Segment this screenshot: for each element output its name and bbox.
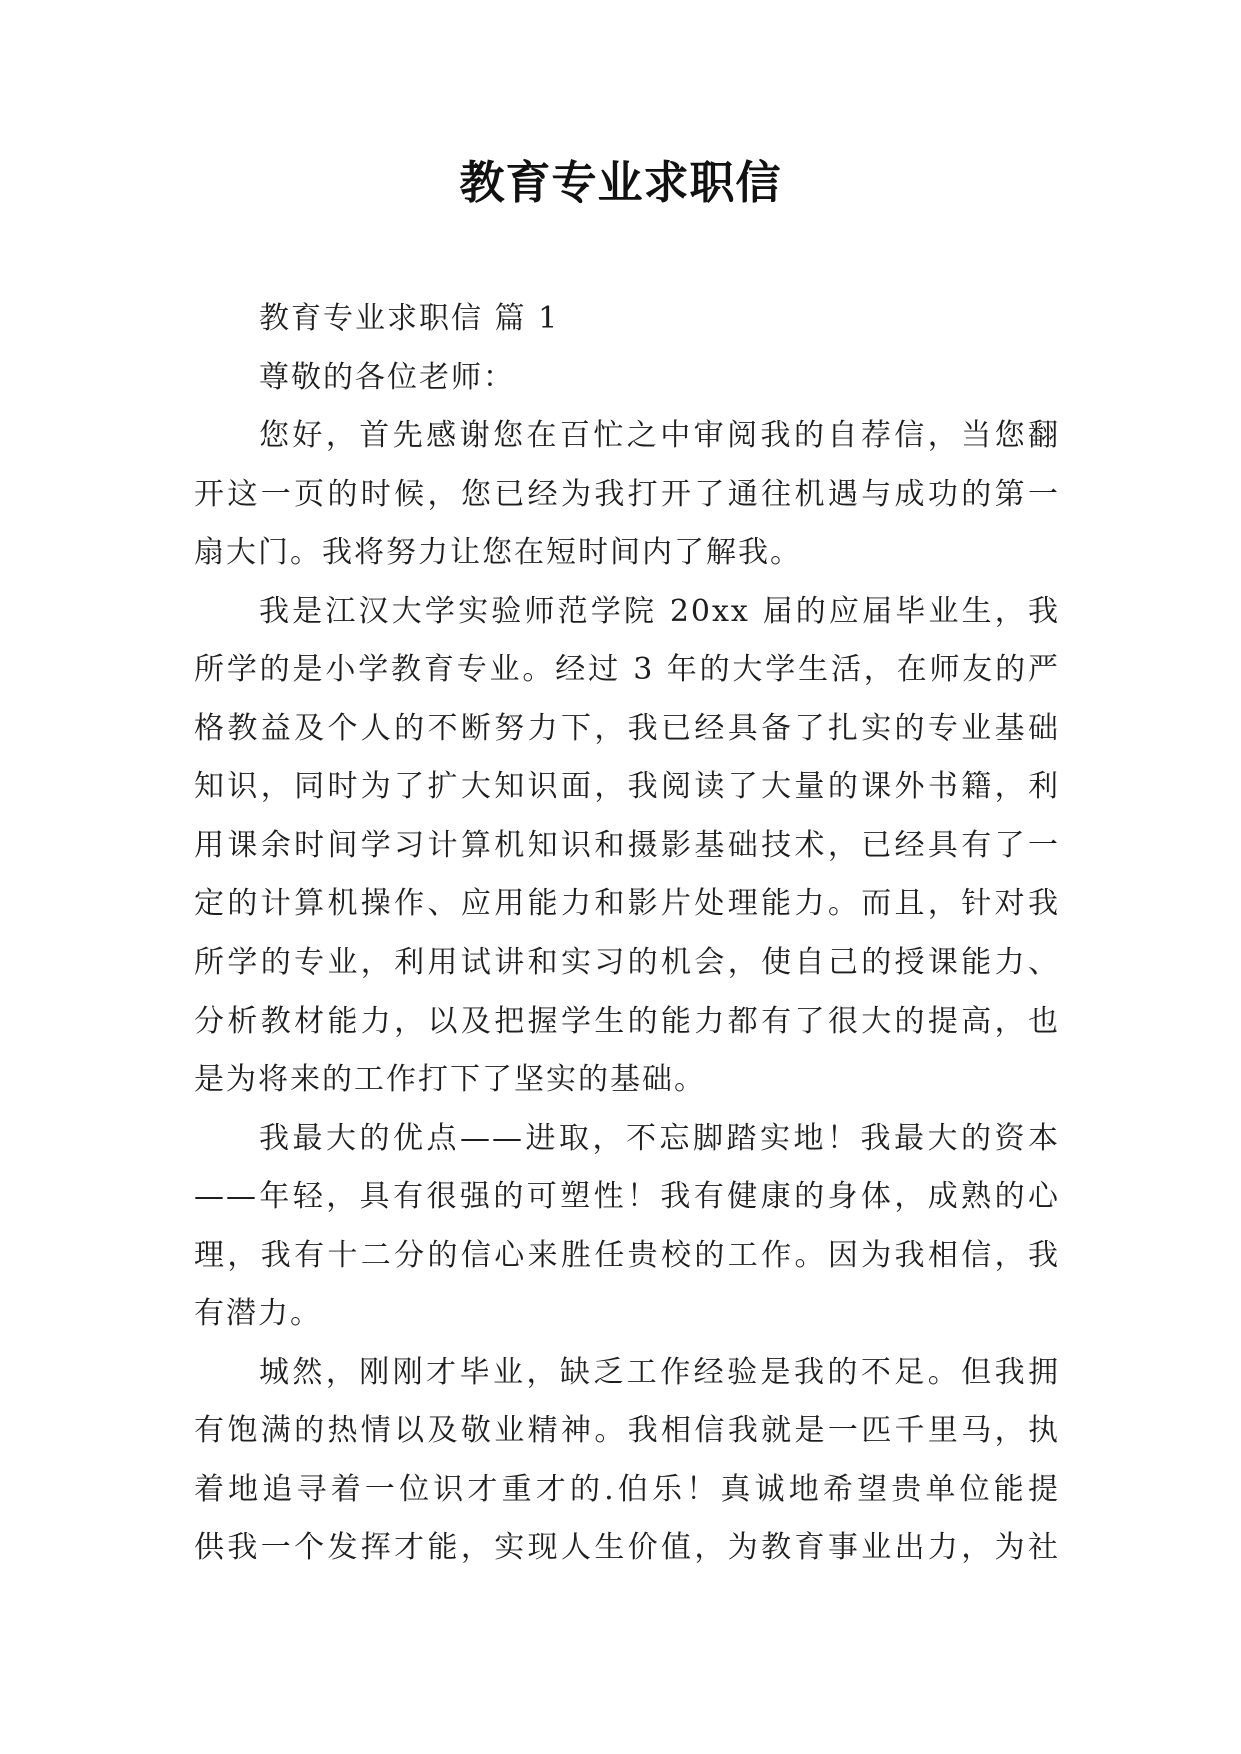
text-line: 我是江汉大学实验师范学院 20xx 届的应届毕业生，我	[259, 593, 1060, 629]
text-line: 格教益及个人的不断努力下，我已经具备了扎实的专业基础	[194, 710, 1060, 746]
salutation: 尊敬的各位老师：	[259, 359, 515, 395]
paragraph-closing	[194, 1344, 1060, 1578]
text-line: 您好，首先感谢您在百忙之中审阅我的自荐信，当您翻	[259, 418, 1060, 454]
text-line: 用课余时间学习计算机知识和摄影基础技术，已经具有了一	[194, 827, 1060, 863]
text-line: 扇大门。我将努力让您在短时间内了解我。	[194, 535, 802, 571]
text-line: 开这一页的时候，您已经为我打开了通往机遇与成功的第一	[194, 476, 1060, 512]
text-line: 供我一个发挥才能，实现人生价值，为教育事业出力，为社	[194, 1530, 1060, 1566]
text-line: 是为将来的工作打下了坚实的基础。	[194, 1062, 706, 1098]
text-line: 有潜力。	[194, 1296, 322, 1332]
text-line: 知识，同时为了扩大知识面，我阅读了大量的课外书籍，利	[194, 769, 1060, 805]
paragraph-background	[194, 583, 1060, 1110]
text-line: 分析教材能力，以及把握学生的能力都有了很大的提高，也	[194, 1003, 1060, 1039]
text-line: 有饱满的热情以及敬业精神。我相信我就是一匹千里马，执	[194, 1413, 1060, 1449]
text-line: ——年轻，具有很强的可塑性！我有健康的身体，成熟的心	[194, 1179, 1060, 1215]
text-line: 所学的是小学教育专业。经过 3 年的大学生活，在师友的严	[194, 652, 1060, 688]
text-line: 我最大的优点——进取，不忘脚踏实地！我最大的资本	[259, 1120, 1060, 1156]
text-line: 城然，刚刚才毕业，缺乏工作经验是我的不足。但我拥	[259, 1354, 1060, 1390]
paragraph-strengths	[194, 1110, 1060, 1344]
document-body	[194, 290, 1060, 1578]
document-title: 教育专业求职信	[459, 156, 782, 209]
text-line: 所学的专业，利用试讲和实习的机会，使自己的授课能力、	[194, 945, 1060, 981]
text-line: 理，我有十二分的信心来胜任贵校的工作。因为我相信，我	[194, 1237, 1060, 1273]
section-heading: 教育专业求职信 篇 1	[259, 301, 560, 336]
paragraph-greeting	[194, 407, 1060, 583]
text-line: 着地追寻着一位识才重才的.伯乐！真诚地希望贵单位能提	[194, 1471, 1060, 1507]
text-line: 定的计算机操作、应用能力和影片处理能力。而且，针对我	[194, 886, 1060, 922]
